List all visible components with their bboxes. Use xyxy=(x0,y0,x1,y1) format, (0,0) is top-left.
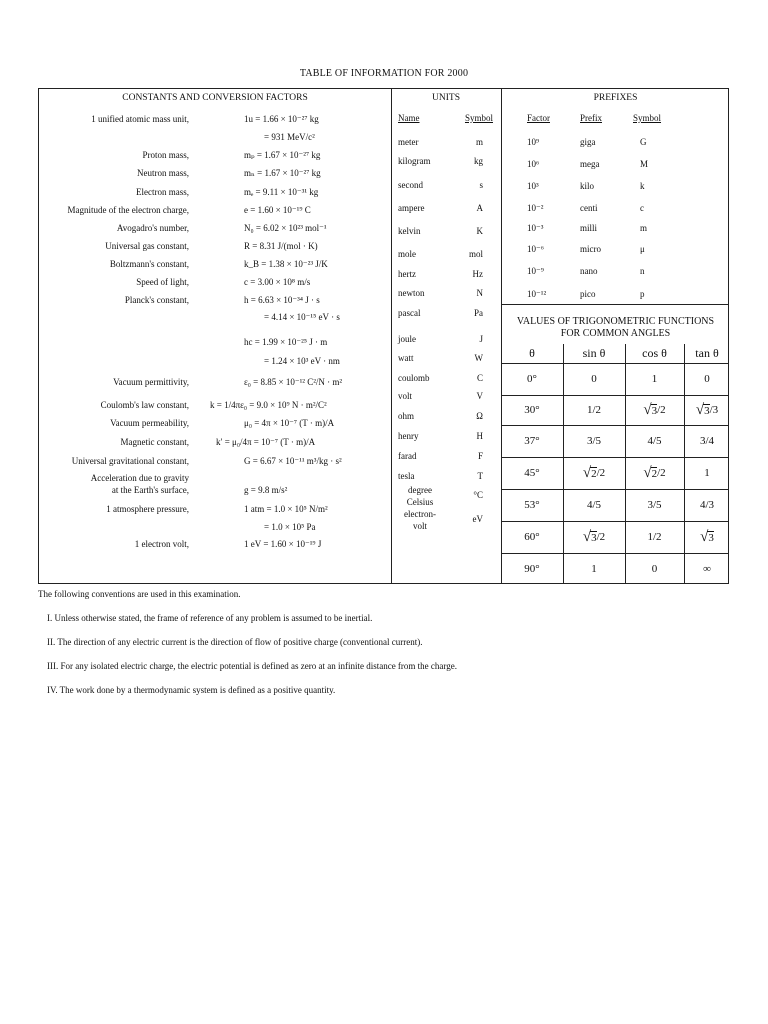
unit-symbol: eV xyxy=(472,514,483,524)
trig-cell-tan xyxy=(684,395,730,425)
unit-symbol: H xyxy=(476,431,483,441)
sqrt-symbol: √ xyxy=(582,528,592,545)
trig-header-cell: sin θ xyxy=(582,346,606,360)
trig-header-cell: θ xyxy=(529,346,535,360)
constant-label: Acceleration due to gravity xyxy=(90,473,189,483)
constant-value: mₚ = 1.67 × 10⁻²⁷ kg xyxy=(244,150,321,160)
constant-label: Proton mass, xyxy=(142,150,189,160)
constant-value: ε₀ = 8.85 × 10⁻¹² C²/N · m² xyxy=(244,377,343,387)
trig-cell-cos xyxy=(625,457,684,489)
trig-cell-theta: 30° xyxy=(524,404,540,416)
sqrt-expression xyxy=(583,530,597,545)
constant-label: Universal gas constant, xyxy=(105,241,189,251)
constant-value: k = 1/4πε₀ = 9.0 × 10⁹ N · m²/C² xyxy=(210,400,327,410)
trig-cell-theta: 0° xyxy=(527,373,537,385)
trig-cell-sin: 1 xyxy=(591,563,597,575)
prefix-factor: 10⁻⁶ xyxy=(527,244,544,254)
unit-symbol: s xyxy=(479,180,483,190)
unit-name xyxy=(398,484,442,508)
constant-label: Magnetic constant, xyxy=(120,437,189,447)
unit-name: joule xyxy=(398,334,416,344)
sqrt-radicand: 3 xyxy=(704,405,710,418)
trig-cell-sin: 1/2 xyxy=(586,404,602,416)
unit-name: hertz xyxy=(398,269,416,279)
trig-cell-tan xyxy=(684,521,730,553)
unit-name: mole xyxy=(398,249,416,259)
divider-constants-units xyxy=(391,89,392,583)
constant-label: Universal gravitational constant, xyxy=(71,456,189,466)
prefix-symbol: G xyxy=(640,137,647,147)
sqrt-symbol: √ xyxy=(700,528,709,545)
prefix-symbol: n xyxy=(640,266,645,276)
trig-title-line2: FOR COMMON ANGLES xyxy=(560,328,671,339)
convention-item: II. The direction of any electric current is the direction of flow of positive charge (conventional current). xyxy=(47,637,423,647)
unit-name: coulomb xyxy=(398,373,430,383)
trig-cell-theta: 60° xyxy=(524,531,540,543)
prefix-factor: 10⁻¹² xyxy=(527,289,547,299)
trig-header-cell: tan θ xyxy=(695,346,719,360)
constant-value: G = 6.67 × 10⁻¹¹ m³/kg · s² xyxy=(244,456,342,466)
unit-name: kelvin xyxy=(398,226,421,236)
unit-symbol: N xyxy=(476,288,483,298)
constant-label: Planck's constant, xyxy=(124,295,189,305)
constant-value: e = 1.60 × 10⁻¹⁹ C xyxy=(244,205,311,215)
unit-name: tesla xyxy=(398,471,415,481)
unit-symbol: Ω xyxy=(476,411,483,421)
trig-header-cell: cos θ xyxy=(642,346,667,360)
trig-cell-cos: 1 xyxy=(651,373,658,385)
prefix-symbol: M xyxy=(640,159,649,169)
prefix-factor: 10⁶ xyxy=(527,159,540,169)
trig-cell-theta: 37° xyxy=(524,435,540,447)
unit-name: newton xyxy=(398,288,425,298)
prefixes-col-factor: Factor xyxy=(527,113,550,123)
constant-value: h = 6.63 × 10⁻³⁴ J · s xyxy=(244,295,320,305)
unit-symbol: V xyxy=(476,391,483,401)
constants-header: CONSTANTS AND CONVERSION FACTORS xyxy=(122,93,308,103)
prefixes-col-prefix: Prefix xyxy=(580,113,602,123)
sqrt-remainder: /3 xyxy=(709,404,719,416)
prefix-name: kilo xyxy=(580,181,595,191)
constant-value: mₙ = 1.67 × 10⁻²⁷ kg xyxy=(244,168,321,178)
trig-cell-cos: 3/5 xyxy=(647,499,662,511)
constant-value: hc = 1.99 × 10⁻²⁵ J · m xyxy=(244,337,328,347)
sqrt-expression xyxy=(583,466,597,481)
constant-value: mₑ = 9.11 × 10⁻³¹ kg xyxy=(244,187,319,197)
convention-item: I. Unless otherwise stated, the frame of reference of any problem is assumed to be inertial. xyxy=(47,613,373,623)
unit-symbol: T xyxy=(477,471,483,481)
sqrt-remainder: /2 xyxy=(596,531,606,543)
unit-symbol: K xyxy=(476,226,483,236)
constant-value: 1u = 1.66 × 10⁻²⁷ kg xyxy=(244,114,319,124)
constant-label: Magnitude of the electron charge, xyxy=(67,205,189,215)
constant-label: 1 electron volt, xyxy=(134,539,189,549)
prefix-name: mega xyxy=(580,159,600,169)
trig-cell-tan: 1 xyxy=(704,467,710,479)
constant-value: N₀ = 6.02 × 10²³ mol⁻¹ xyxy=(244,223,327,233)
sqrt-expression xyxy=(643,466,657,481)
units-header: UNITS xyxy=(432,93,460,103)
unit-name: volt xyxy=(398,391,413,401)
sqrt-radicand: 3 xyxy=(708,532,714,545)
unit-symbol: A xyxy=(476,203,483,213)
divider-prefixes-trig xyxy=(501,304,728,305)
constant-value: = 1.0 × 10⁵ Pa xyxy=(264,522,316,532)
constant-label: Electron mass, xyxy=(136,187,189,197)
constant-value: μ₀ = 4π × 10⁻⁷ (T · m)/A xyxy=(244,418,335,428)
unit-symbol: W xyxy=(474,353,483,363)
unit-name: ampere xyxy=(398,203,425,213)
constant-label: Avogadro's number, xyxy=(116,223,189,233)
prefix-name: pico xyxy=(580,289,596,299)
sqrt-remainder: /2 xyxy=(657,467,666,479)
unit-name-text: electron-volt xyxy=(404,509,436,531)
trig-cell-tan: 0 xyxy=(704,373,710,385)
trig-cell-tan: 4/3 xyxy=(699,499,715,511)
prefix-symbol: c xyxy=(640,203,644,213)
information-table xyxy=(38,88,729,584)
constant-label: Speed of light, xyxy=(136,277,189,287)
unit-symbol: J xyxy=(479,334,483,344)
prefix-symbol: m xyxy=(640,223,648,233)
constant-label: Neutron mass, xyxy=(137,168,189,178)
unit-name: henry xyxy=(398,431,419,441)
sqrt-radicand: 2 xyxy=(591,468,597,481)
prefix-factor: 10⁻⁹ xyxy=(527,266,544,276)
constant-value: = 4.14 × 10⁻¹⁵ eV · s xyxy=(264,312,340,322)
trig-cell-sin: 3/5 xyxy=(586,435,602,447)
sqrt-radicand: 3 xyxy=(651,405,658,418)
unit-name: ohm xyxy=(398,411,415,421)
unit-symbol: Pa xyxy=(474,308,483,318)
sqrt-symbol: √ xyxy=(643,464,652,481)
unit-name: watt xyxy=(398,353,414,363)
constant-value: c = 3.00 × 10⁸ m/s xyxy=(244,277,311,287)
constant-value: R = 8.31 J/(mol · K) xyxy=(244,241,318,251)
trig-cell-cos: 1/2 xyxy=(647,531,662,543)
sqrt-symbol: √ xyxy=(695,401,705,418)
unit-symbol: Hz xyxy=(472,269,483,279)
trig-cell-cos: 4/5 xyxy=(647,435,662,447)
trig-cell-theta: 45° xyxy=(524,467,540,479)
unit-symbol: mol xyxy=(468,249,483,259)
sqrt-symbol: √ xyxy=(643,401,652,418)
unit-symbol: m xyxy=(475,137,483,147)
constant-label: Vacuum permittivity, xyxy=(113,377,189,387)
unit-name: farad xyxy=(398,451,417,461)
prefix-symbol: k xyxy=(640,181,645,191)
constant-label: Vacuum permeability, xyxy=(110,418,189,428)
prefix-factor: 10⁹ xyxy=(527,137,540,147)
prefixes-header: PREFIXES xyxy=(593,93,638,103)
unit-name: second xyxy=(398,180,423,190)
prefix-symbol: μ xyxy=(640,244,645,254)
prefix-name: nano xyxy=(580,266,598,276)
prefix-symbol: p xyxy=(640,289,645,299)
trig-cell-tan: 3/4 xyxy=(699,435,715,447)
constant-label: 1 unified atomic mass unit, xyxy=(91,114,189,124)
unit-name: pascal xyxy=(398,308,421,318)
prefix-name: giga xyxy=(580,137,596,147)
trig-cell-sin: 4/5 xyxy=(586,499,602,511)
constant-value: 1 atm = 1.0 × 10⁵ N/m² xyxy=(244,504,328,514)
prefix-name: milli xyxy=(580,223,598,233)
trig-cell-sin xyxy=(563,457,625,489)
sqrt-expression xyxy=(700,530,714,545)
prefixes-col-symbol: Symbol xyxy=(633,113,662,123)
unit-symbol: C xyxy=(476,373,483,383)
page-title: TABLE OF INFORMATION FOR 2000 xyxy=(299,68,469,79)
unit-symbol: F xyxy=(477,451,483,461)
trig-cell-theta: 53° xyxy=(524,499,540,511)
constant-value: = 931 MeV/c² xyxy=(264,132,315,142)
sqrt-expression xyxy=(696,403,710,418)
prefix-name: centi xyxy=(580,203,598,213)
constant-label: 1 atmosphere pressure, xyxy=(106,504,189,514)
sqrt-radicand: 2 xyxy=(651,468,658,481)
trig-cell-cos xyxy=(625,395,684,425)
sqrt-remainder: /2 xyxy=(657,404,666,416)
unit-name xyxy=(398,508,442,532)
prefix-name: micro xyxy=(580,244,601,254)
unit-symbol: kg xyxy=(474,156,483,166)
trig-cell-sin xyxy=(563,521,625,553)
trig-cell-cos: 0 xyxy=(651,563,658,575)
units-col-symbol: Symbol xyxy=(464,113,493,123)
constant-value: = 1.24 × 10³ eV · nm xyxy=(264,356,340,366)
constant-value: 1 eV = 1.60 × 10⁻¹⁹ J xyxy=(244,539,322,549)
prefix-factor: 10⁻³ xyxy=(527,223,544,233)
unit-name: kilogram xyxy=(398,156,431,166)
convention-item: III. For any isolated electric charge, the electric potential is defined as zero at an infinite distance from the charge. xyxy=(47,661,457,671)
prefix-factor: 10⁻² xyxy=(527,203,544,213)
unit-name-text: degree Celsius xyxy=(406,485,434,507)
unit-name: meter xyxy=(398,137,419,147)
constant-label: Boltzmann's constant, xyxy=(109,259,189,269)
trig-cell-tan: ∞ xyxy=(703,563,711,575)
constant-label: at the Earth's surface, xyxy=(111,485,189,495)
trig-title-line1: VALUES OF TRIGONOMETRIC FUNCTIONS xyxy=(516,316,715,327)
prefix-factor: 10³ xyxy=(527,181,539,191)
sqrt-remainder: /2 xyxy=(596,467,606,479)
constant-value: k_B = 1.38 × 10⁻²³ J/K xyxy=(244,259,328,269)
sqrt-expression xyxy=(643,403,657,418)
conventions-intro: The following conventions are used in this examination. xyxy=(38,589,241,599)
trig-cell-theta: 90° xyxy=(524,563,540,575)
sqrt-symbol: √ xyxy=(582,464,592,481)
trig-cell-sin: 0 xyxy=(591,373,597,385)
trig-title xyxy=(501,316,730,340)
constant-label: Coulomb's law constant, xyxy=(100,400,189,410)
unit-symbol: °C xyxy=(473,490,483,500)
constant-value: g = 9.8 m/s² xyxy=(244,485,288,495)
constant-value: k′ = μ₀/4π = 10⁻⁷ (T · m)/A xyxy=(216,437,316,447)
sqrt-radicand: 3 xyxy=(591,532,597,545)
convention-item: IV. The work done by a thermodynamic system is defined as a positive quantity. xyxy=(47,685,336,695)
units-col-name: Name xyxy=(398,113,420,123)
